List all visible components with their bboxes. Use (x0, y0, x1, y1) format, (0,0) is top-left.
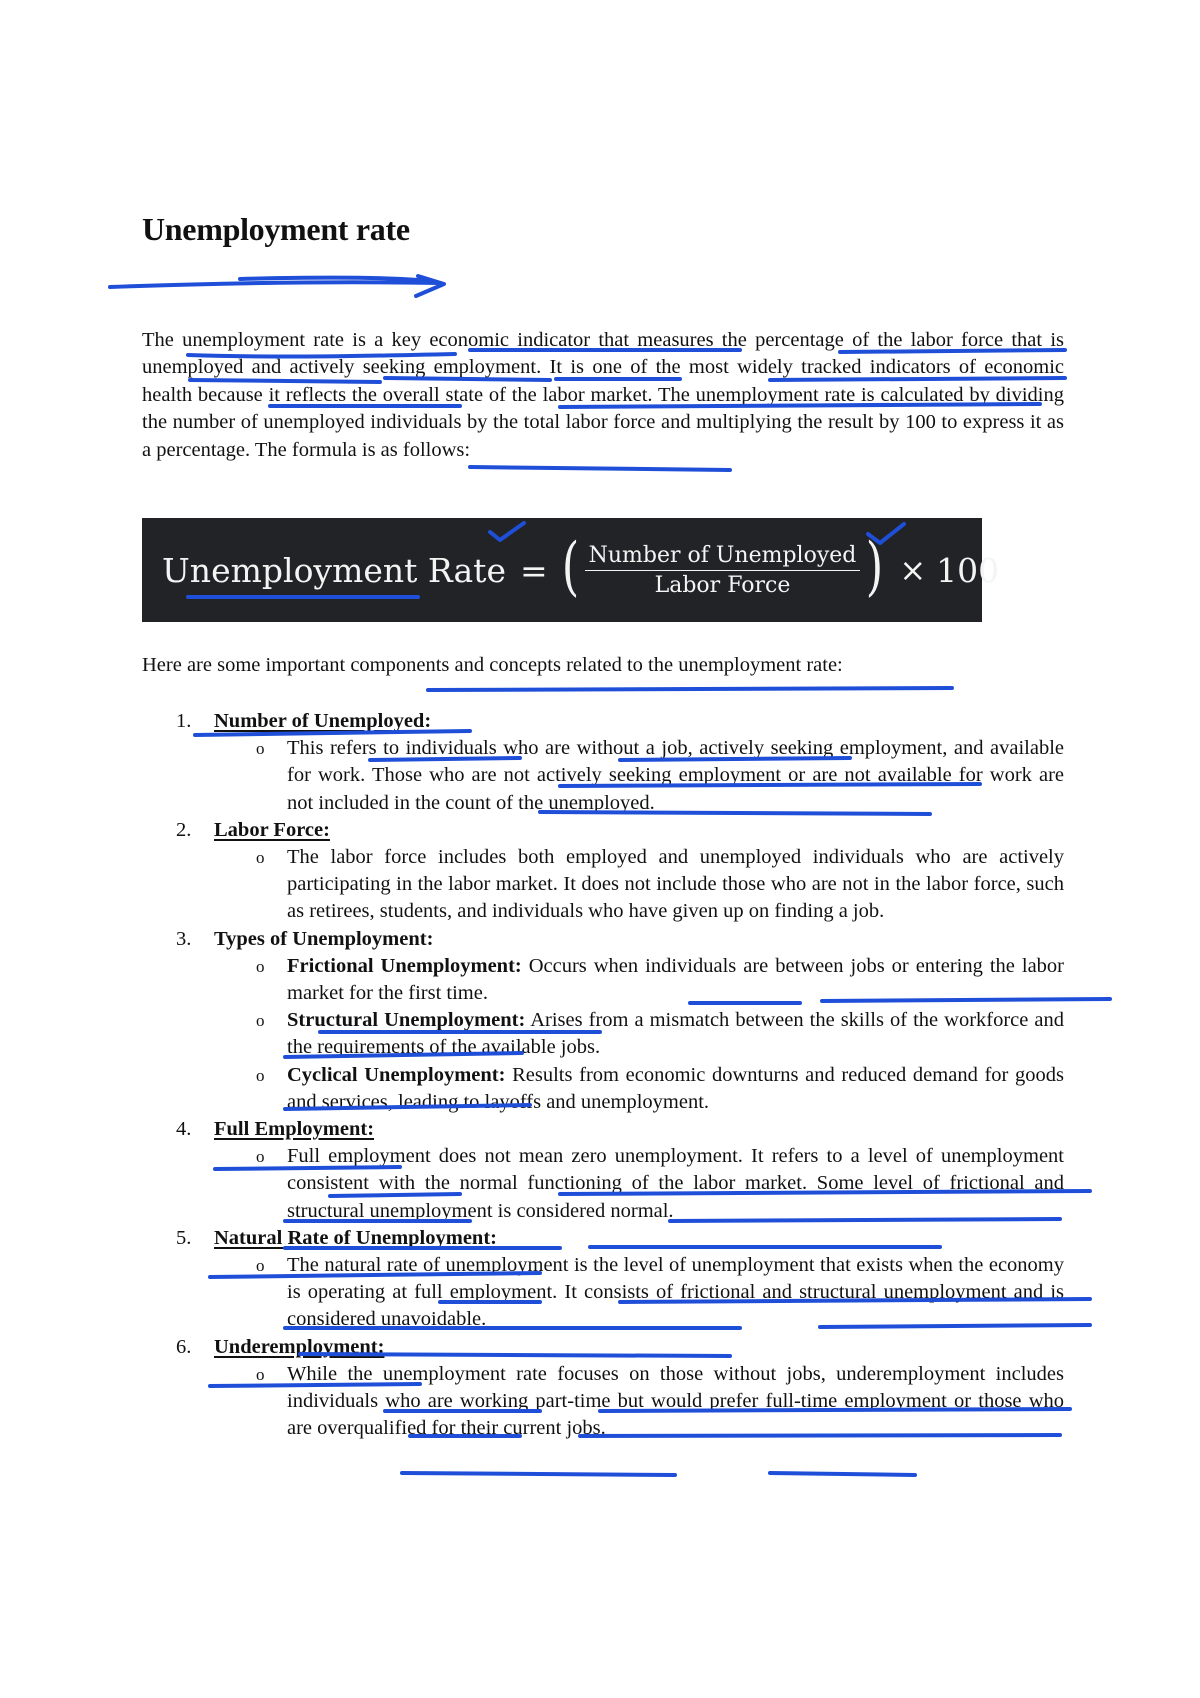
formula-times: × (899, 551, 927, 589)
formula-denominator: Labor Force (654, 572, 791, 598)
sub-item (214, 735, 1064, 817)
sub-list (214, 844, 1064, 926)
formula-close-paren: ) (866, 530, 884, 604)
ink-underline (770, 1473, 915, 1475)
list-number: 5. (176, 1226, 192, 1249)
sub-item-text: While the unemployment rate focuses on those without jobs, underemployment includes individuals who are working part-time but would prefer full-time employment or those who are overqualified for their current jobs. (287, 1362, 1064, 1440)
list-heading: Number of Unemployed: (214, 710, 432, 732)
bullet-icon: o (256, 739, 265, 759)
formula-lhs: Unemployment Rate (162, 550, 506, 590)
ink-underline (402, 1473, 675, 1475)
list-heading: Labor Force: (214, 818, 330, 841)
list-item (142, 817, 1064, 926)
sub-item-term: Frictional Unemployment: (287, 954, 522, 977)
sub-item (214, 953, 1064, 1007)
sub-list (214, 953, 1064, 1116)
sub-item (214, 1361, 1064, 1443)
formula-multiplier: 100 (936, 550, 1000, 590)
sub-item (214, 1143, 1064, 1225)
ink-arrow-head (416, 276, 444, 296)
list-item (142, 1225, 1064, 1334)
sub-item-text: This refers to individuals who are without a job, actively seeking employment, and available for work. Those who are not actively seeking employment or are not available for work are not included in the count of the unemployed. (287, 737, 1064, 814)
page-title: Unemployment rate (142, 211, 410, 247)
bullet-icon: o (256, 1364, 265, 1384)
bullet-icon: o (256, 1011, 265, 1031)
list-number: 4. (176, 1118, 192, 1141)
ink-underline (470, 467, 730, 470)
sub-item-text: Occurs when individuals are between jobs or entering the labor market for the first time. (287, 954, 1064, 1005)
sub-item-term: Structural Unemployment: (287, 1009, 526, 1032)
bullet-icon: o (256, 1256, 265, 1276)
ink-arrow-stroke (110, 282, 440, 287)
formula-box (142, 518, 1000, 622)
sub-item-text: Results from economic downturns and reduced demand for goods and services, leading to layoffs and unemployment. (287, 1063, 1065, 1113)
ink-underline (428, 688, 952, 690)
intro-paragraph: The unemployment rate is a key economic indicator that measures the percentage of the labor force that is unemployed and actively seeking employment. It is one of the most widely tracked indicators of economic health because it reflects the overall state of the labor market. The unemployment rate is calculated by dividing the number of unemployed individuals by the total labor force and multiplying the result by 100 to express it as a percentage. The formula is as follows: (142, 329, 1064, 461)
formula-equals: = (519, 550, 548, 590)
sub-item (214, 1007, 1064, 1061)
bullet-icon: o (256, 848, 265, 868)
list-number: 2. (176, 818, 192, 841)
list-number: 6. (176, 1335, 192, 1358)
sub-list (214, 1252, 1064, 1334)
sub-item (214, 844, 1064, 926)
list-number: 3. (176, 927, 192, 950)
sub-item-text: The labor force includes both employed and unemployed individuals who are actively participating in the labor market. It does not include those who are not in the labor force, such as retirees, students, and individuals who have given up on finding a job. (287, 846, 1064, 923)
components-list (142, 708, 1064, 1442)
list-item (142, 1334, 1064, 1443)
sub-item-text: Full employment does not mean zero unemployment. It refers to a level of unemployment consistent with the normal functioning of the labor market. Some level of frictional and structural unemployment is considered normal. (287, 1145, 1064, 1222)
list-heading: Types of Unemployment: (214, 927, 434, 950)
sub-item (214, 1252, 1064, 1334)
list-number: 1. (176, 710, 192, 732)
sub-list (214, 1143, 1064, 1225)
components-intro: Here are some important components and concepts related to the unemployment rate: (142, 654, 843, 676)
sub-item-text: The natural rate of unemployment is the level of unemployment that exists when the economy is operating at full employment. It consists of frictional and structural unemployment and is considered unavoidable. (287, 1254, 1064, 1331)
sub-item-text: Arises from a mismatch between the skills of the workforce and the requirements of the available jobs. (287, 1009, 1064, 1059)
formula-numerator: Number of Unemployed (585, 543, 861, 571)
list-heading: Natural Rate of Unemployment: (214, 1226, 497, 1249)
formula-open-paren: ( (561, 530, 579, 604)
list-item (142, 1116, 1064, 1225)
bullet-icon: o (256, 956, 265, 976)
sub-list (214, 735, 1064, 817)
sub-item (214, 1062, 1064, 1116)
bullet-icon: o (256, 1147, 265, 1167)
list-item (142, 708, 1064, 817)
sub-item-term: Cyclical Unemployment: (287, 1063, 506, 1086)
list-item (142, 926, 1064, 1116)
list-heading: Underemployment: (214, 1335, 385, 1358)
list-heading: Full Employment: (214, 1118, 375, 1141)
formula-fraction (585, 543, 861, 598)
sub-list (214, 1361, 1064, 1443)
ink-arrow-stroke (240, 278, 430, 281)
bullet-icon: o (256, 1065, 265, 1085)
